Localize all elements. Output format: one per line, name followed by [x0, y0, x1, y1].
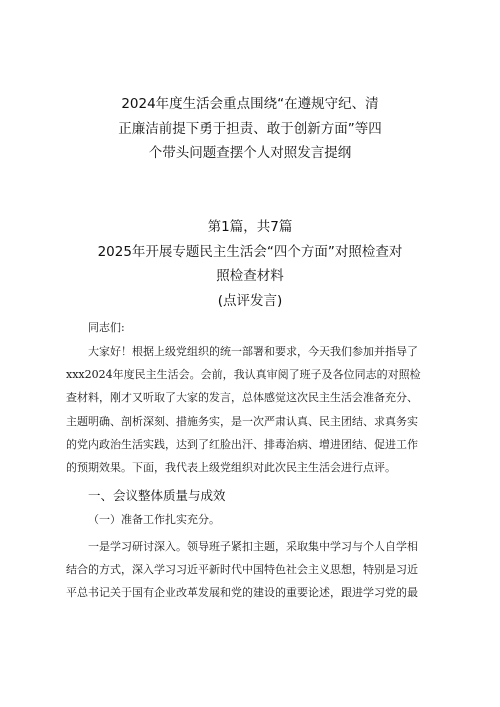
paragraph-intro: [66, 340, 436, 479]
main-title-line-1: 2024年度生活会重点围绕“在遵规守纪、清: [121, 96, 379, 112]
paragraph-line: 一是学习研讨深入。领导班子紧扣主题，采取集中学习与个人自学相: [88, 540, 418, 553]
greeting: 同志们:: [88, 321, 125, 334]
paragraph-line: 主题明确、剖析深刻、措施务实，是一次严肃认真、民主团结、求真务实: [66, 414, 418, 428]
main-title-line-3: 个带头问题查摆个人对照发言提纲: [148, 145, 352, 161]
sub-title: [0, 215, 500, 313]
paragraph-line: xxx2024年度民主生活会。会前，我认真审阅了班子及各位同志的对照检: [66, 368, 421, 382]
sub-title-line-1: 2025年开展专题民主生活会“四个方面”对照检查对: [97, 243, 403, 260]
paragraph-line: 结合的方式，深入学习习近平新时代中国特色社会主义思想，特别是习近: [66, 563, 418, 577]
paragraph-line: 查材料，刚才又听取了大家的发言，总体感觉这次民主生活会准备充分、: [66, 391, 418, 405]
article-counter: 第1篇，共7篇: [207, 219, 293, 235]
paragraph-study: [66, 535, 436, 605]
section-heading: 一、会议整体质量与成效: [88, 488, 226, 503]
paragraph-line: 平总书记关于国有企业改革发展和党的建设的重要论述，跟进学习党的最: [66, 586, 418, 600]
main-title-line-2: 正廉洁前提下勇于担责、敢于创新方面”等四: [118, 120, 382, 137]
sub-heading: （一）准备工作扎实充分。: [88, 513, 220, 526]
main-title: [0, 92, 500, 166]
sub-title-note: (点评发言): [217, 292, 283, 309]
paragraph-line: 的党内政治生活实践，达到了红脸出汗、排毒治病、增进团结、促进工作: [66, 437, 418, 451]
sub-title-line-2: 照检查材料: [216, 268, 284, 284]
paragraph-line: 的预期效果。下面，我代表上级党组织对此次民主生活会进行点评。: [66, 461, 396, 475]
paragraph-line: 大家好！根据上级党组织的统一部署和要求，今天我们参加并指导了: [88, 345, 418, 358]
